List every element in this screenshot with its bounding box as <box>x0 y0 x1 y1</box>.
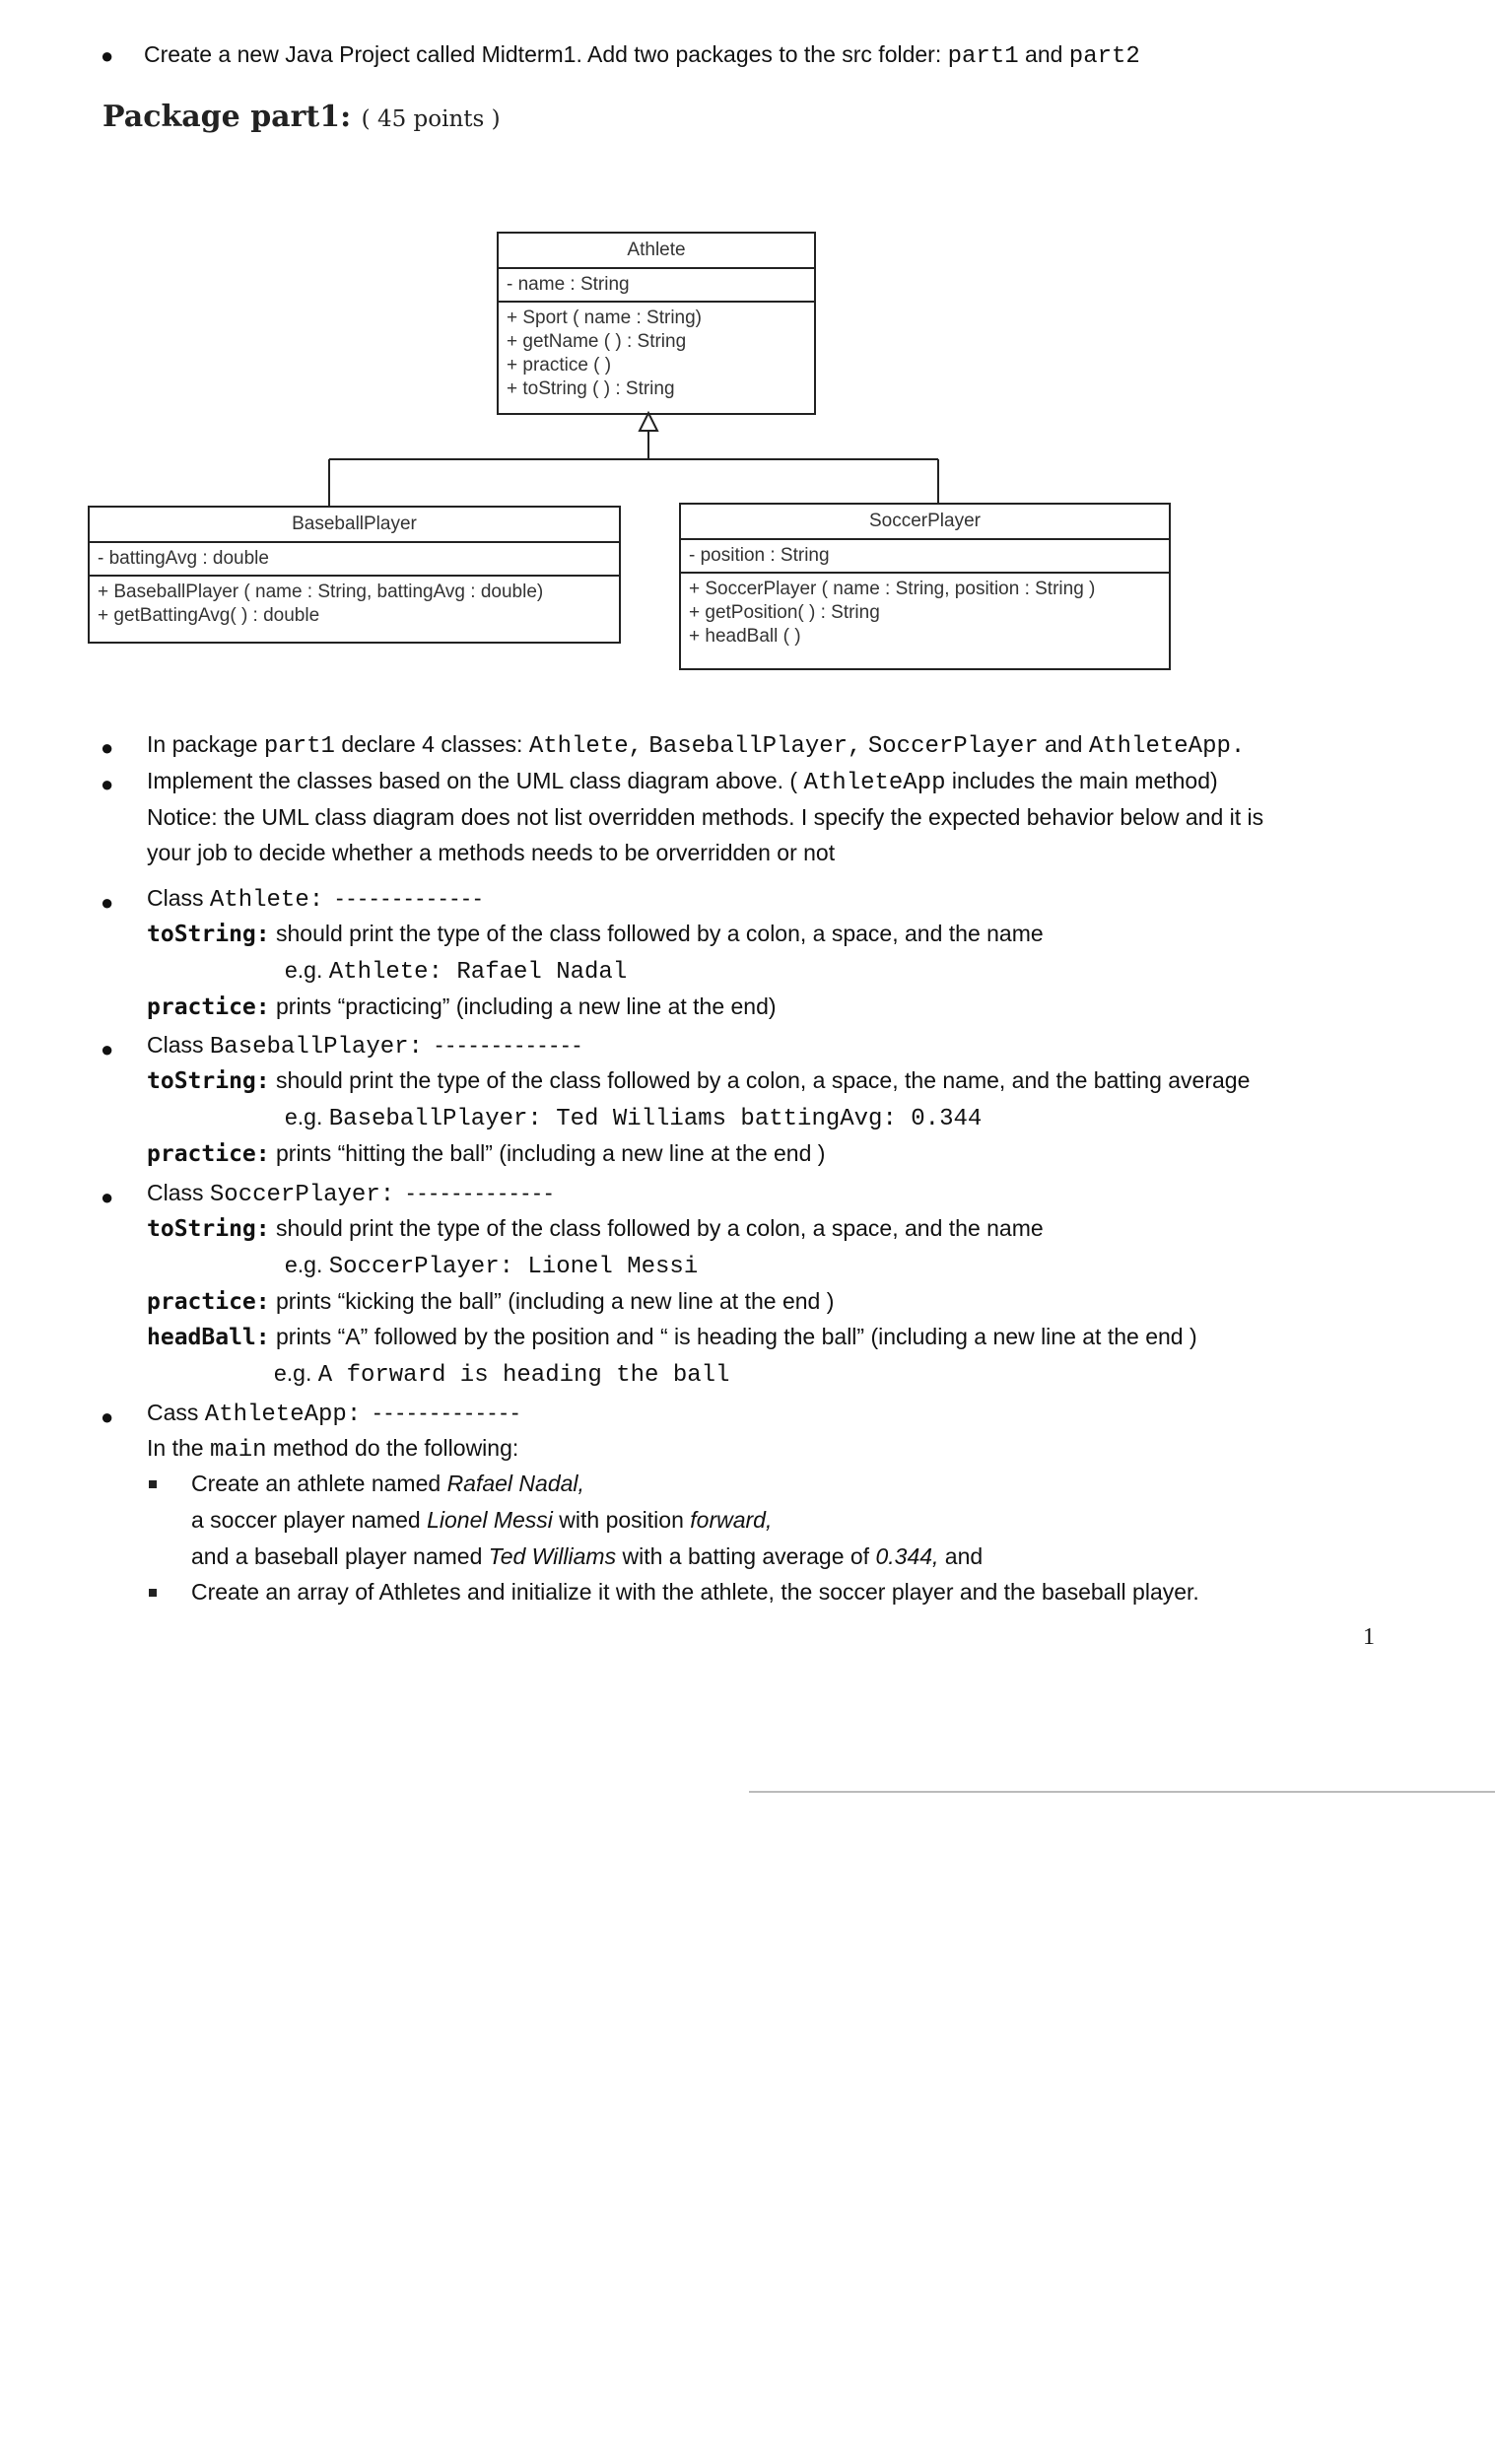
app-step-array: Create an array of Athletes and initialize it with the athlete, the soccer player and the baseball player. <box>191 1579 1199 1605</box>
app-step-athlete: Create an athlete named Rafael Nadal, <box>191 1471 584 1496</box>
uml-methods: + BaseballPlayer ( name : String, battingAvg : double) + getBattingAvg( ) : double <box>98 582 544 626</box>
soccer-practice: practice: prints “kicking the ball” (including a new line at the end ) <box>147 1288 835 1315</box>
athlete-example: e.g. Athlete: Rafael Nadal <box>285 957 628 986</box>
soccer-headball: headBall: prints “A” followed by the position and “ is heading the ball” (including a new line at the end ) <box>147 1324 1197 1350</box>
uml-class-name: Athlete <box>499 234 814 269</box>
square-bullet <box>149 1480 157 1488</box>
uml-class-baseballplayer <box>88 506 621 644</box>
uml-class-soccerplayer <box>679 503 1171 670</box>
soccer-tostring: toString: should print the type of the class followed by a colon, a space, and the name <box>147 1215 1044 1242</box>
uml-methods: + SoccerPlayer ( name : String, position : String ) + getPosition( ) : String + headBall ( ) <box>689 579 1096 647</box>
square-bullet <box>149 1589 157 1597</box>
class-soccer-header: Class SoccerPlayer: ------------- <box>147 1180 557 1208</box>
page-number: 1 <box>1363 1624 1375 1650</box>
intro-line: Create a new Java Project called Midterm1. Add two packages to the src folder: part1 and part2 <box>144 41 1140 70</box>
uml-attributes: - position : String <box>681 540 1169 574</box>
uml-class-name: SoccerPlayer <box>681 505 1169 540</box>
bullet-dot: ● <box>101 1185 114 1209</box>
uml-methods: + Sport ( name : String) + getName ( ) : String + practice ( ) + toString ( ) : String <box>507 308 702 399</box>
bullet-implement: Implement the classes based on the UML class diagram above. ( AthleteApp includes the main method) <box>147 768 1218 796</box>
bullet-dot: ● <box>101 1404 114 1429</box>
baseball-tostring: toString: should print the type of the class followed by a colon, a space, the name, and the batting average <box>147 1067 1251 1094</box>
soccer-headball-example: e.g. A forward is heading the ball <box>274 1360 730 1389</box>
inheritance-arrow-icon <box>640 413 657 431</box>
bullet-dot: ● <box>101 1037 114 1061</box>
soccer-example: e.g. SoccerPlayer: Lionel Messi <box>285 1252 699 1280</box>
uml-attributes: - battingAvg : double <box>90 543 619 577</box>
inheritance-connector <box>0 0 1495 513</box>
bullet-dot: ● <box>101 43 114 68</box>
athlete-practice: practice: prints “practicing” (including a new line at the end) <box>147 993 777 1020</box>
bullet-dot: ● <box>101 772 114 796</box>
bullet-declare-classes: In package part1 declare 4 classes: Athlete, BaseballPlayer, SoccerPlayer and AthleteApp. <box>147 731 1246 760</box>
uml-class-name: BaseballPlayer <box>90 508 619 543</box>
athlete-tostring: toString: should print the type of the class followed by a colon, a space, and the name <box>147 921 1044 947</box>
bullet-dot: ● <box>101 735 114 760</box>
app-step-soccer: a soccer player named Lionel Messi with position forward, <box>191 1507 773 1533</box>
notice-line-1: Notice: the UML class diagram does not list overridden methods. I specify the expected behavior below and it is <box>147 804 1264 830</box>
app-main-intro: In the main method do the following: <box>147 1435 519 1464</box>
class-app-header: Cass AthleteApp: ------------- <box>147 1400 523 1428</box>
class-baseball-header: Class BaseballPlayer: ------------- <box>147 1032 585 1061</box>
app-step-baseball: and a baseball player named Ted Williams with a batting average of 0.344, and <box>191 1543 984 1569</box>
notice-line-2: your job to decide whether a methods needs to be orverridden or not <box>147 840 836 865</box>
section-heading: Package part1: ( 45 points ) <box>102 100 501 134</box>
uml-attributes: - name : String <box>499 269 814 303</box>
bullet-dot: ● <box>101 890 114 915</box>
baseball-example: e.g. BaseballPlayer: Ted Williams battingAvg: 0.344 <box>285 1104 983 1132</box>
baseball-practice: practice: prints “hitting the ball” (including a new line at the end ) <box>147 1140 826 1167</box>
footer-divider <box>749 1791 1495 1793</box>
class-athlete-header: Class Athlete: ------------- <box>147 885 486 914</box>
